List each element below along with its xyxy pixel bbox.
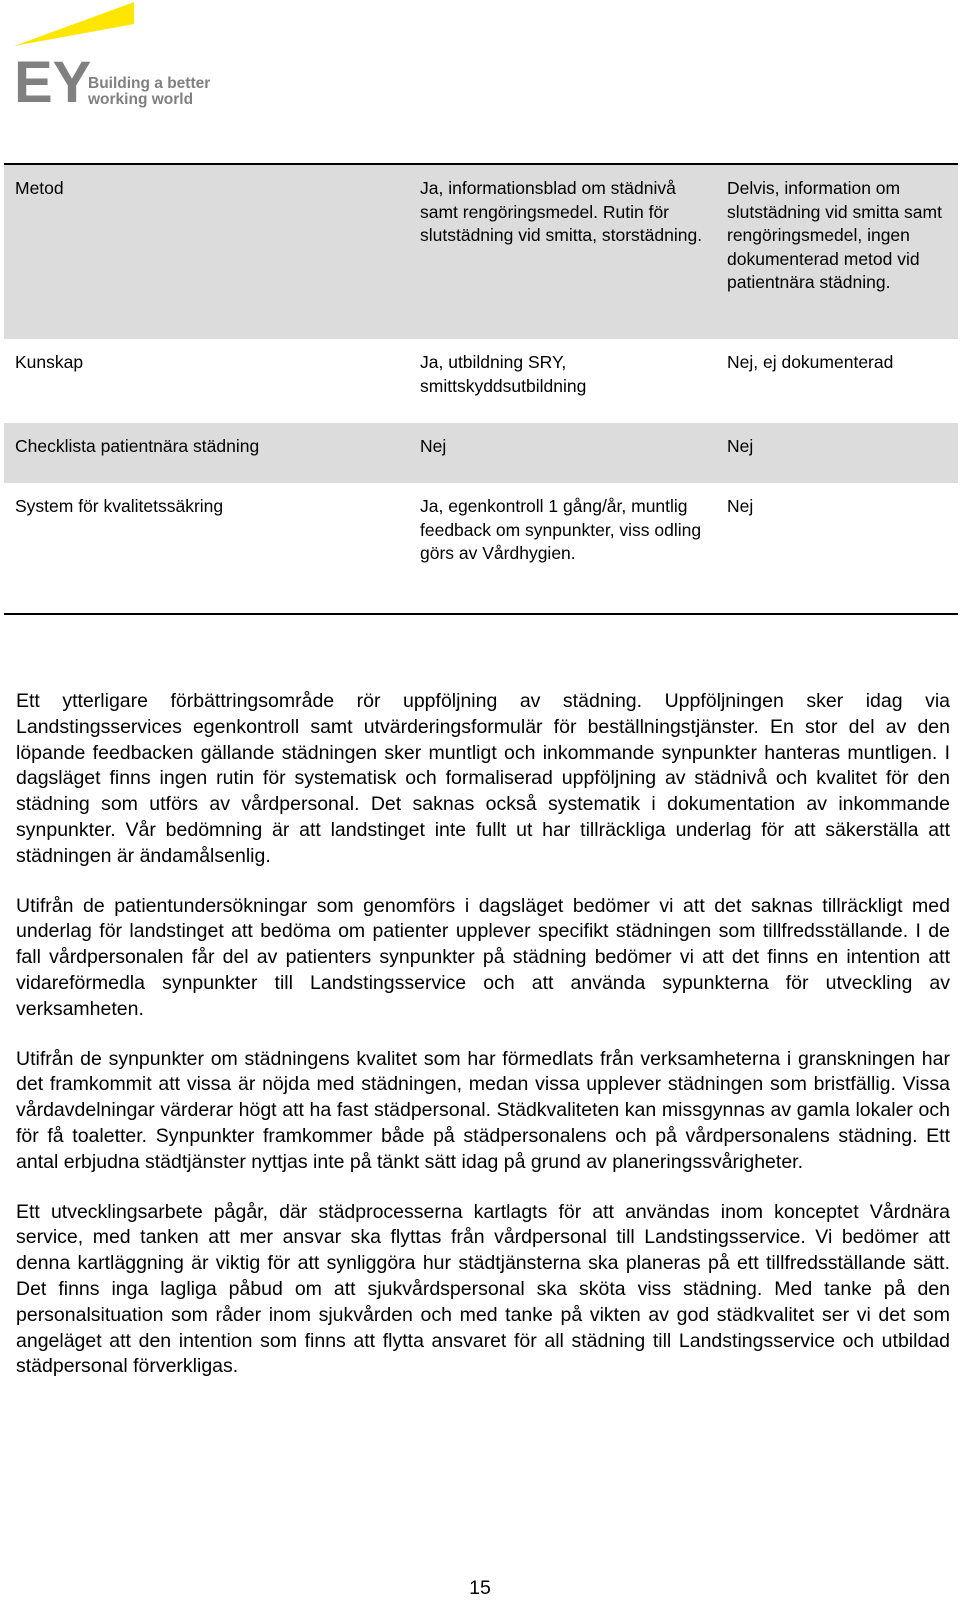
paragraph: Ett ytterligare förbättringsområde rör uppföljning av städning. Uppföljningen sker idag via Landstingsservices egenkontroll samt utvärderingsformulär för beställningstjänster. En stor del av den löpande feedbacken gällande städningen sker muntligt och inkommande synpunkter hanteras muntligen. I dagsläget finns ingen rutin för systematisk och formaliserad uppföljning av städnivå och kvalitet för den städning som utförs av vårdpersonal. Det saknas också systematik i dokumentation av inkommande synpunkter. Vår bedömning är att landstinget inte fullt ut har tillräckliga underlag för att säkerställa att städningen är ändamålsenlig. [16,690,950,867]
row-label: Checklista patientnära städning [15,436,260,456]
row-value-col2: Ja, egenkontroll 1 gång/år, muntlig feedback om synpunkter, viss odling görs av Vårdhygien. [420,496,702,563]
assessment-table [4,163,958,615]
paragraph: Utifrån de synpunkter om städningens kvalitet som har förmedlats från verksamheterna i granskningen har det framkommit att vissa är nöjda med städningen, medan vissa upplever städningen som bristfällig. Vissa vårdavdelningar värderar högt att ha fast städpersonal. Städkvaliteten kan missgynnas av gamla lokaler och för få toaletter. Synpunkter framkommer både på städpersonalens och på vårdpersonalens städning. Ett antal erbjudna städtjänster nyttjas inte på tänkt sätt idag på grund av planeringssvårigheter. [16,1047,950,1173]
row-value-col2: Ja, informationsblad om städnivå samt rengöringsmedel. Rutin för slutstädning vid smitta, storstädning. [420,178,703,245]
table-row [4,165,958,339]
row-value-col3: Nej, ej dokumenterad [727,352,894,372]
row-value-col3: Delvis, information om slutstädning vid smitta samt rengöringsmedel, ingen dokumenterad metod vid patientnära städning. [727,178,942,292]
page-number: 15 [469,1577,491,1599]
logo-tagline-2: working world [88,91,194,108]
row-value-col3: Nej [727,496,754,516]
table-row [4,423,958,483]
row-value-col3: Nej [727,436,754,456]
table-row [4,339,958,423]
logo-beam [14,2,134,46]
body-text [16,689,950,1404]
row-label: System för kvalitetssäkring [15,496,224,516]
table-row [4,483,958,613]
ey-logo [14,2,214,112]
logo-mark: EY [14,50,92,112]
paragraph: Utifrån de patientundersökningar som genomförs i dagsläget bedömer vi att det saknas tillräckligt med underlag för landstinget att bedöma om patienter upplever specifikt städningen som tillfredsställande. I de fall vårdpersonalen får del av patienters synpunkter på städning bedömer vi att det finns en intention att vidareförmedla synpunkter till Landstingsservice och att använda sypunkterna för utveckling av verksamheten. [16,894,950,1020]
row-value-col2: Ja, utbildning SRY, smittskyddsutbildning [420,352,587,396]
row-value-col2: Nej [420,436,447,456]
row-label: Metod [15,178,64,198]
logo-tagline-1: Building a better [88,75,211,92]
paragraph: Ett utvecklingsarbete pågår, där städprocesserna kartlagts för att användas inom konceptet Vårdnära service, med tanken att mer ansvar ska flyttas från vårdpersonal till Landstingsservice. Vi bedömer att denna kartläggning är viktig för att synliggöra hur städtjänsterna ska planeras på ett tillfredsställande sätt. Det finns inga lagliga påbud om att sjukvårdspersonal ska sköta viss städning. Med tanke på den personalsituation som råder inom sjukvården och med tanke på vikten av god städkvalitet ser vi det som angeläget att den intention som finns att flytta ansvaret för all städning till Landstingsservice och utbildad städpersonal förverkligas. [16,1200,950,1378]
row-label: Kunskap [15,352,84,372]
